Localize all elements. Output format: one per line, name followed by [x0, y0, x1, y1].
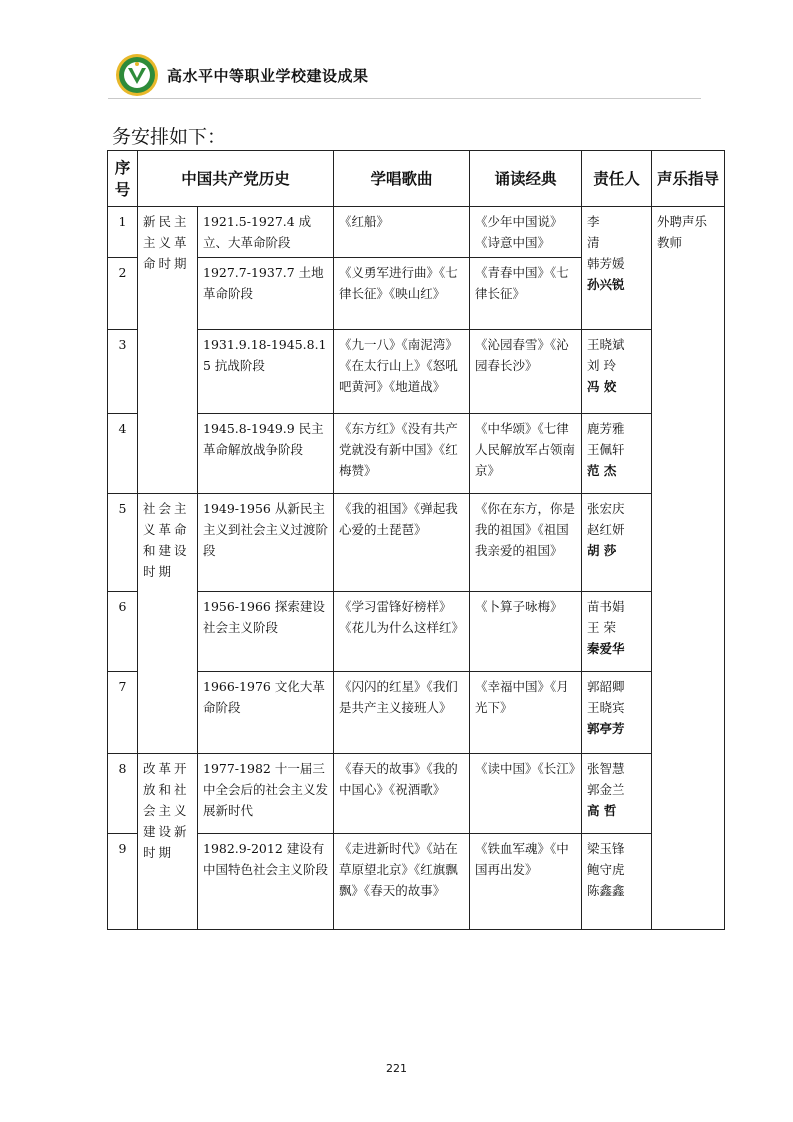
row-index: 7 [108, 672, 138, 754]
intro-text: 务安排如下： [112, 126, 227, 148]
songs-cell: 《闪闪的红星》《我们是共产主义接班人》 [334, 672, 470, 754]
era-cell: 社会主义革命和建设时期 [138, 494, 198, 754]
classics-cell: 《中华颂》《七律人民解放军占领南京》 [470, 414, 582, 494]
history-cell: 1949-1956 从新民主主义到社会主义过渡阶段 [198, 494, 334, 592]
table-row [108, 207, 725, 258]
person-name: 胡 莎 [587, 543, 617, 558]
classics-cell: 《少年中国说》《诗意中国》 [470, 207, 582, 258]
row-index: 5 [108, 494, 138, 592]
songs-cell: 《走进新时代》《站在草原望北京》《红旗飘飘》《春天的故事》 [334, 834, 470, 930]
table-row [108, 330, 725, 414]
header-divider [108, 98, 701, 99]
person-name: 王晓斌 [587, 337, 625, 352]
songs-cell: 《东方红》《没有共产党就没有新中国》《红梅赞》 [334, 414, 470, 494]
history-cell: 1927.7-1937.7 土地革命阶段 [198, 258, 334, 330]
col-header-index: 序号 [108, 151, 138, 207]
table-row [108, 592, 725, 672]
col-header-classics: 诵读经典 [470, 151, 582, 207]
songs-cell: 《学习雷锋好榜样》《花儿为什么这样红》 [334, 592, 470, 672]
person-name: 冯 姣 [587, 379, 617, 394]
row-index: 8 [108, 754, 138, 834]
classics-cell: 《沁园春雪》《沁园春长沙》 [470, 330, 582, 414]
responsible-cell [582, 330, 652, 414]
table-row [108, 494, 725, 592]
person-name: 鹿芳雅 [587, 421, 625, 436]
row-index: 4 [108, 414, 138, 494]
history-cell: 1931.9.18-1945.8.15 抗战阶段 [198, 330, 334, 414]
responsible-cell [582, 754, 652, 834]
songs-cell: 《红船》 [334, 207, 470, 258]
responsible-cell [582, 672, 652, 754]
classics-cell: 《卜算子咏梅》 [470, 592, 582, 672]
header-title: 高水平中等职业学校建设成果 [167, 66, 369, 85]
row-index: 1 [108, 207, 138, 258]
person-name: 王晓宾 [587, 700, 625, 715]
person-name: 苗书娟 [587, 599, 625, 614]
responsible-cell [582, 494, 652, 592]
person-name: 张宏庆 [587, 501, 625, 516]
person-name: 赵红妍 [587, 522, 625, 537]
person-name: 鲍守虎 [587, 862, 625, 877]
classics-cell: 《青春中国》《七律长征》 [470, 258, 582, 330]
responsible-cell [582, 207, 652, 330]
table-row [108, 672, 725, 754]
history-cell: 1966-1976 文化大革命阶段 [198, 672, 334, 754]
schedule-table [107, 150, 725, 930]
classics-cell: 《铁血军魂》《中国再出发》 [470, 834, 582, 930]
classics-cell: 《你在东方，你是我的祖国》《祖国我亲爱的祖国》 [470, 494, 582, 592]
classics-cell: 《幸福中国》《月光下》 [470, 672, 582, 754]
col-header-responsible: 责任人 [582, 151, 652, 207]
person-name: 范 杰 [587, 463, 617, 478]
person-name: 王佩轩 [587, 442, 625, 457]
table-row [108, 754, 725, 834]
vocal-guide-cell: 外聘声乐教师 [652, 207, 725, 930]
person-name: 韩芳媛 [587, 256, 625, 271]
history-cell: 1956-1966 探索建设社会主义阶段 [198, 592, 334, 672]
history-cell: 1921.5-1927.4 成立、大革命阶段 [198, 207, 334, 258]
person-name: 郭韶卿 [587, 679, 625, 694]
row-index: 6 [108, 592, 138, 672]
person-name: 秦爱华 [587, 641, 625, 656]
col-header-songs: 学唱歌曲 [334, 151, 470, 207]
responsible-cell [582, 414, 652, 494]
person-name: 梁玉锋 [587, 841, 625, 856]
row-index: 2 [108, 258, 138, 330]
songs-cell: 《义勇军进行曲》《七律长征》《映山红》 [334, 258, 470, 330]
table-header-row [108, 151, 725, 207]
era-cell: 新民主主义革命时期 [138, 207, 198, 494]
school-logo-icon [115, 53, 159, 97]
page-number: 221 [386, 1062, 407, 1075]
responsible-cell [582, 592, 652, 672]
person-name: 王 荣 [587, 620, 616, 635]
page-header [115, 50, 369, 100]
col-header-history: 中国共产党历史 [138, 151, 334, 207]
row-index: 9 [108, 834, 138, 930]
person-name: 刘 玲 [587, 358, 616, 373]
person-name: 孙兴锐 [587, 277, 625, 292]
songs-cell: 《九一八》《南泥湾》《在太行山上》《怒吼吧黄河》《地道战》 [334, 330, 470, 414]
table-row [108, 414, 725, 494]
history-cell: 1977-1982 十一届三中全会后的社会主义发展新时代 [198, 754, 334, 834]
person-name: 陈鑫鑫 [587, 883, 625, 898]
person-name: 李 清 [587, 214, 612, 250]
history-cell: 1945.8-1949.9 民主革命解放战争阶段 [198, 414, 334, 494]
songs-cell: 《春天的故事》《我的中国心》《祝酒歌》 [334, 754, 470, 834]
person-name: 郭亭芳 [587, 721, 625, 736]
col-header-vocal-guide: 声乐指导 [652, 151, 725, 207]
person-name: 张智慧 [587, 761, 625, 776]
responsible-cell [582, 834, 652, 930]
songs-cell: 《我的祖国》《弹起我心爱的土琵琶》 [334, 494, 470, 592]
table-row [108, 834, 725, 930]
history-cell: 1982.9-2012 建设有中国特色社会主义阶段 [198, 834, 334, 930]
person-name: 郭金兰 [587, 782, 625, 797]
era-cell: 改革开放和社会主义建设新时期 [138, 754, 198, 930]
classics-cell: 《读中国》《长江》 [470, 754, 582, 834]
row-index: 3 [108, 330, 138, 414]
person-name: 高 哲 [587, 803, 617, 818]
